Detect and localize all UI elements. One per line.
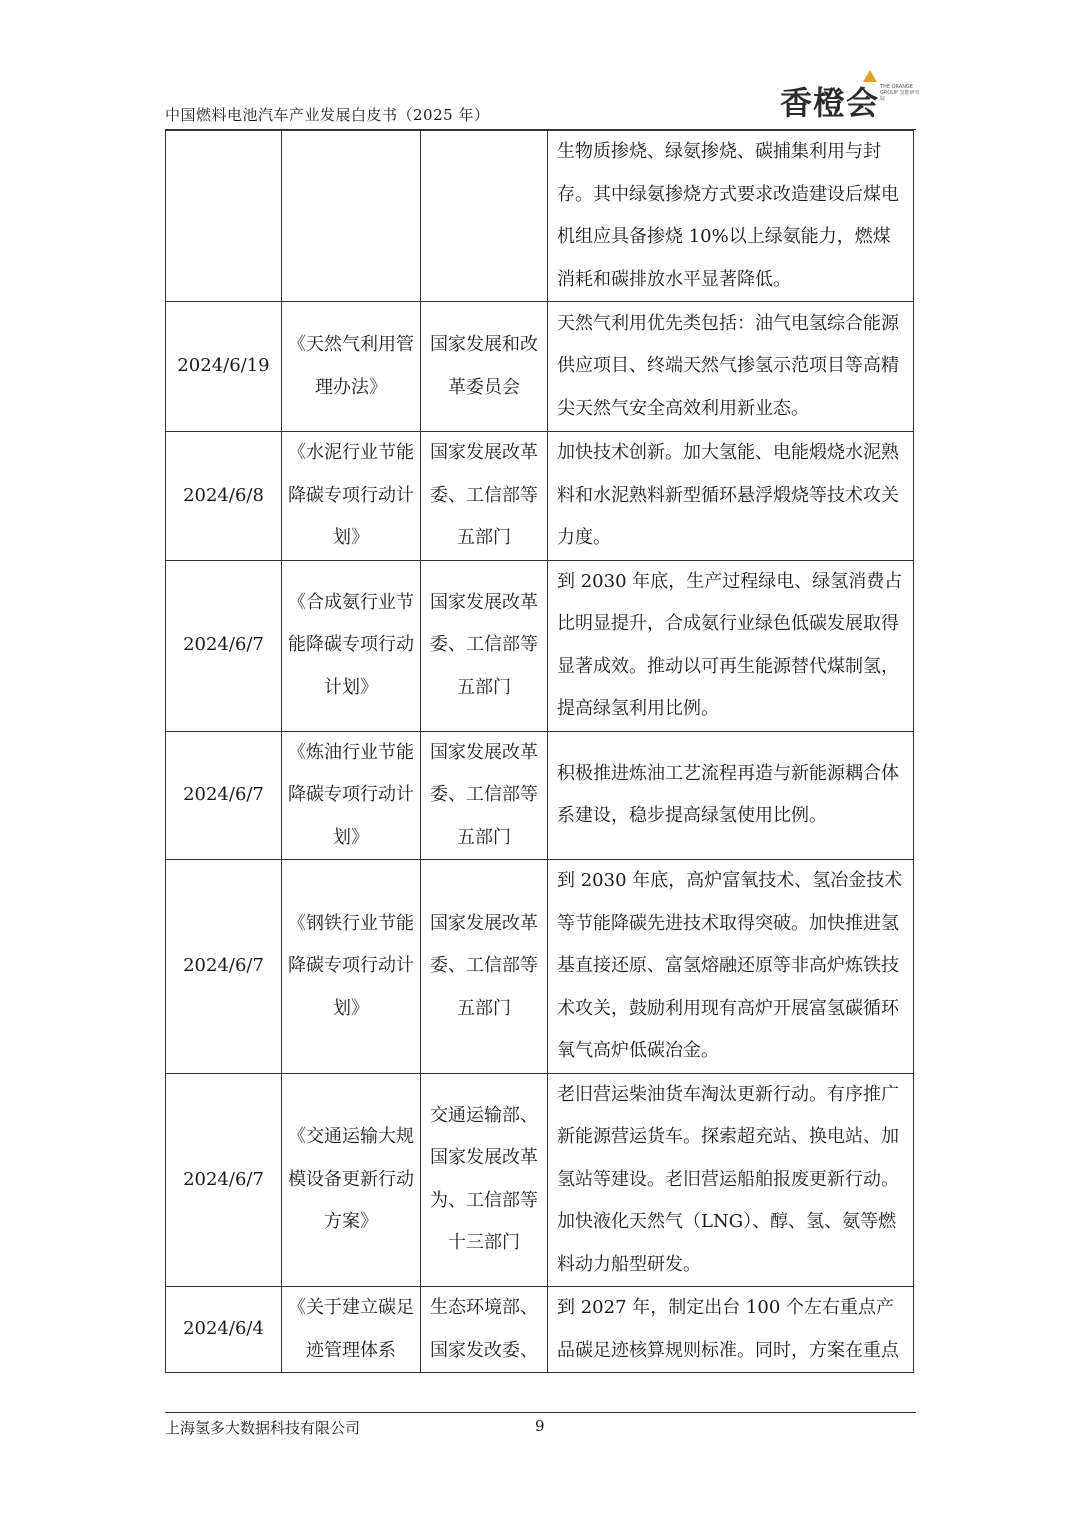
policy-name-cell: 《天然气利用管理办法》: [282, 302, 421, 432]
date-cell: 2024/6/7: [166, 860, 282, 1074]
content-cell: 生物质掺烧、绿氨掺烧、碳捕集利用与封存。其中绿氨掺烧方式要求改造建设后煤电机组应具备掺烧 10%以上绿氨能力，燃煤消耗和碳排放水平显著降低。: [548, 131, 914, 302]
issuing-org-cell: 国家发展改革委、工信部等五部门: [421, 860, 548, 1074]
table-row: [166, 432, 914, 561]
date-cell: 2024/6/19: [166, 302, 282, 432]
issuing-org-cell: 国家发展改革委、工信部等五部门: [421, 731, 548, 860]
date-cell: 2024/6/7: [166, 731, 282, 860]
table-row: [166, 860, 914, 1074]
content-cell: 天然气利用优先类包括：油气电氢综合能源供应项目、终端天然气掺氢示范项目等高精尖天然气安全高效利用新业态。: [548, 302, 914, 432]
table-row: [166, 1287, 914, 1373]
logo-subtext: THE ORANGE GROUP 氢能研究院: [880, 84, 920, 102]
date-cell: 2024/6/7: [166, 1073, 282, 1287]
date-cell: 2024/6/7: [166, 560, 282, 731]
policy-table: [165, 130, 914, 1373]
policy-name-cell: 《关于建立碳足迹管理体系: [282, 1287, 421, 1373]
policy-name-cell: 《水泥行业节能降碳专项行动计划》: [282, 432, 421, 561]
date-cell: [166, 131, 282, 302]
table-row: [166, 731, 914, 860]
content-cell: 积极推进炼油工艺流程再造与新能源耦合体系建设，稳步提高绿氢使用比例。: [548, 731, 914, 860]
policy-name-cell: 《炼油行业节能降碳专项行动计划》: [282, 731, 421, 860]
table-row: [166, 1073, 914, 1287]
content-cell: 到 2030 年底，高炉富氧技术、氢冶金技术等节能降碳先进技术取得突破。加快推进氢基直接还原、富氢熔融还原等非高炉炼铁技术攻关，鼓励利用现有高炉开展富氢碳循环氧气高炉低碳冶金。: [548, 860, 914, 1074]
issuing-org-cell: 交通运输部、国家发展改革为、工信部等十三部门: [421, 1073, 548, 1287]
date-cell: 2024/6/4: [166, 1287, 282, 1373]
footer-divider: [165, 1412, 916, 1413]
content-cell: 到 2030 年底，生产过程绿电、绿氢消费占比明显提升，合成氨行业绿色低碳发展取得显著成效。推动以可再生能源替代煤制氢，提高绿氢利用比例。: [548, 560, 914, 731]
table-row: [166, 560, 914, 731]
issuing-org-cell: 国家发展和改革委员会: [421, 302, 548, 432]
content-cell: 加快技术创新。加大氢能、电能煅烧水泥熟料和水泥熟料新型循环悬浮煅烧等技术攻关力度。: [548, 432, 914, 561]
orange-group-logo: [780, 72, 920, 122]
issuing-org-cell: [421, 131, 548, 302]
table-row: [166, 131, 914, 302]
table-row: [166, 302, 914, 432]
policy-name-cell: 《钢铁行业节能降碳专项行动计划》: [282, 860, 421, 1074]
issuing-org-cell: 国家发展改革委、工信部等五部门: [421, 432, 548, 561]
policy-name-cell: 《交通运输大规模设备更新行动方案》: [282, 1073, 421, 1287]
content-cell: 到 2027 年，制定出台 100 个左右重点产品碳足迹核算规则标准。同时，方案在重点: [548, 1287, 914, 1373]
policy-name-cell: 《合成氨行业节能降碳专项行动计划》: [282, 560, 421, 731]
footer-company: 上海氢多大数据科技有限公司: [165, 1419, 361, 1437]
page-number: 9: [535, 1417, 545, 1435]
document-header-title: 中国燃料电池汽车产业发展白皮书（2025 年）: [165, 106, 490, 124]
content-cell: 老旧营运柴油货车淘汰更新行动。有序推广新能源营运货车。探索超充站、换电站、加氢站等建设。老旧营运船舶报废更新行动。加快液化天然气（LNG）、醇、氢、氨等燃料动力船型研发。: [548, 1073, 914, 1287]
policy-name-cell: [282, 131, 421, 302]
issuing-org-cell: 国家发展改革委、工信部等五部门: [421, 560, 548, 731]
logo-wordmark: 香橙会: [780, 84, 880, 122]
issuing-org-cell: 生态环境部、国家发改委、: [421, 1287, 548, 1373]
date-cell: 2024/6/8: [166, 432, 282, 561]
